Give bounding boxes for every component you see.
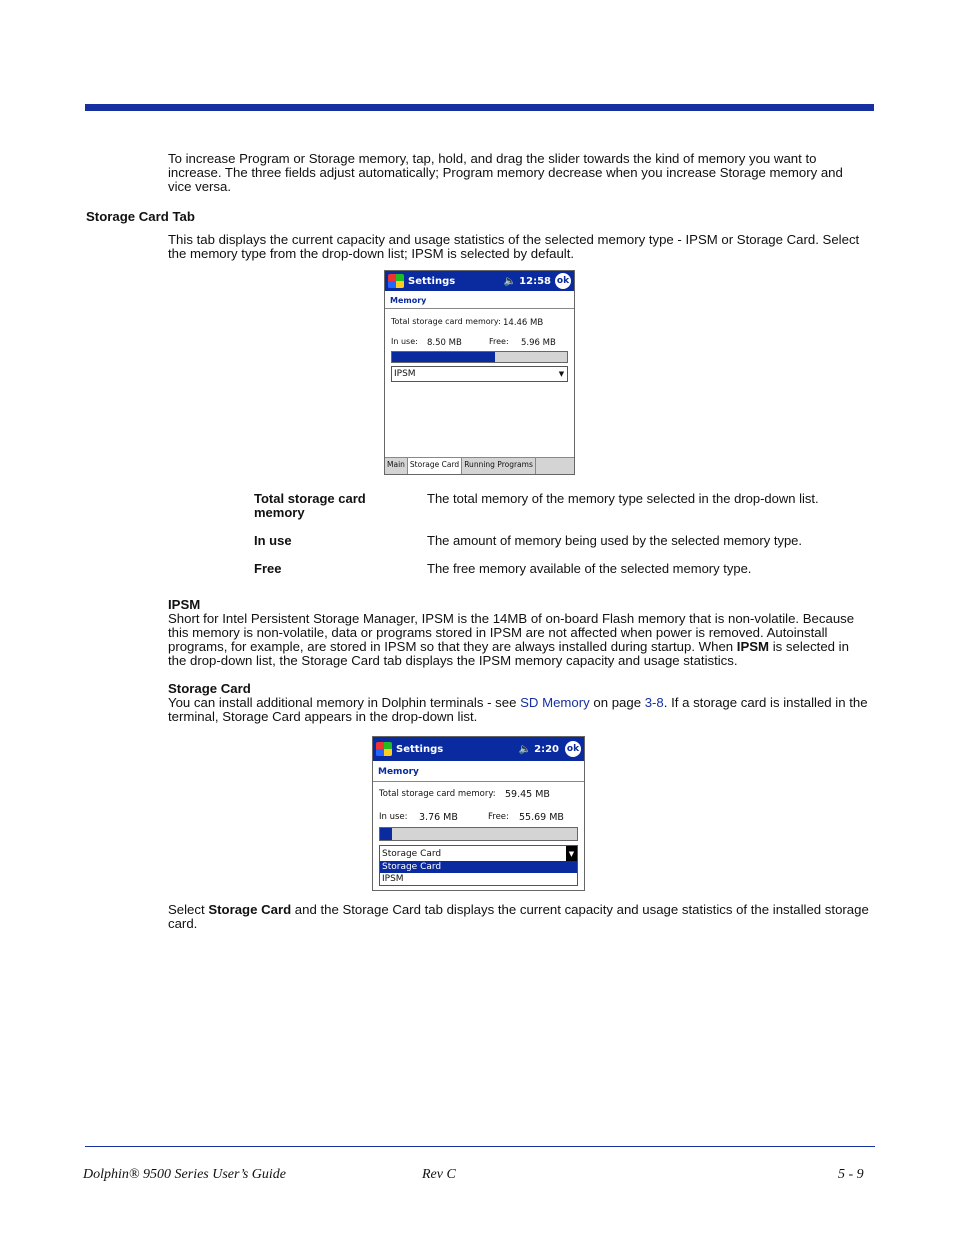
clock: 12:58 [519, 275, 551, 287]
in-use-label: In use: [391, 337, 418, 346]
page-link[interactable]: 3-8 [644, 695, 664, 710]
start-menu-icon[interactable] [376, 742, 392, 756]
memory-type-dropdown[interactable] [391, 366, 568, 382]
page-number: 5 - 9 [838, 1167, 864, 1182]
dropdown-value: IPSM [394, 369, 416, 379]
in-use-value: 8.50 MB [427, 338, 462, 348]
def-term-total: Total storage card memory [254, 491, 366, 520]
ipsm-text-2: is selected in the drop-down list, the Storage Card tab displays the IPSM memory capacity and usage statistics. [168, 639, 849, 668]
usage-bar [379, 827, 578, 841]
ipsm-text-1: Short for Intel Persistent Storage Manager, IPSM is the 14MB of on-board Flash memory that is non-volatile. Because this memory is non-volatile, data or programs stored in IPSM are not affected when power is removed. Autoinstall programs, for example, are stored in IPSM so that they are always installed during startup. When [168, 611, 855, 654]
def-desc-free: The free memory available of the selected memory type. [427, 561, 752, 576]
section-heading: Storage Card Tab [86, 209, 195, 224]
header-rule [85, 104, 874, 111]
title-text: Settings [396, 743, 444, 755]
dropdown-list [379, 861, 578, 886]
chevron-down-icon: ▼ [558, 370, 565, 378]
sc-text-2: on page [589, 695, 645, 710]
usage-bar-fill [380, 828, 392, 840]
ok-button[interactable]: ok [565, 741, 581, 757]
tab-bar [385, 457, 574, 474]
speaker-icon[interactable]: 🔈 [518, 743, 532, 755]
def-desc-total: The total memory of the memory type selected in the drop-down list. [427, 491, 819, 506]
closing-paragraph [168, 903, 870, 931]
title-text: Settings [408, 275, 456, 287]
total-value: 59.45 MB [505, 789, 550, 800]
storage-card-paragraph [168, 696, 870, 724]
def-desc-in-use: The amount of memory being used by the selected memory type. [427, 533, 803, 548]
ipsm-bold: IPSM [736, 639, 770, 654]
title-bar [373, 737, 584, 761]
memory-header: Memory [373, 761, 584, 782]
dropdown-option-storage-card[interactable]: Storage Card [380, 861, 577, 873]
memory-header: Memory [385, 291, 574, 309]
footer-rule [85, 1146, 875, 1147]
free-value: 55.69 MB [519, 812, 564, 823]
def-term-in-use: In use [254, 533, 292, 548]
free-value: 5.96 MB [521, 338, 556, 348]
speaker-icon[interactable]: 🔈 [503, 275, 517, 287]
free-label: Free: [489, 337, 509, 346]
total-label: Total storage card memory: [379, 789, 496, 799]
intro-paragraph: To increase Program or Storage memory, tap, hold, and drag the slider towards the kind of memory you want to increase. The three fields adjust automatically; Program memory decrease when you increase Storage memory and vice versa. [168, 151, 843, 194]
memory-type-dropdown[interactable] [379, 845, 578, 862]
sc-text-3: . If a storage card is installed in the terminal, Storage Card appears in the drop-down list. [168, 695, 868, 724]
free-label: Free: [488, 812, 509, 822]
storage-card-heading: Storage Card [168, 681, 251, 696]
closing-bold: Storage Card [208, 902, 292, 917]
closing-text-1: Select [168, 902, 209, 917]
sd-memory-link[interactable]: SD Memory [520, 695, 590, 710]
settings-screenshot-ipsm [384, 270, 575, 475]
def-term-free: Free [254, 561, 282, 576]
ipsm-heading: IPSM [168, 597, 201, 612]
chevron-down-icon: ▼ [566, 846, 577, 861]
total-label: Total storage card memory: [391, 317, 501, 326]
tab-storage-card[interactable]: Storage Card [408, 458, 462, 474]
dropdown-option-ipsm[interactable]: IPSM [382, 874, 404, 884]
closing-text-2: and the Storage Card tab displays the current capacity and usage statistics of the installed storage card. [168, 902, 869, 931]
sc-text-1: You can install additional memory in Dolphin terminals - see [168, 695, 521, 710]
title-bar [385, 271, 574, 291]
clock: 2:20 [534, 743, 559, 755]
in-use-value: 3.76 MB [419, 812, 458, 823]
footer-title: Dolphin® 9500 Series User’s Guide [83, 1167, 286, 1182]
tab-running-programs[interactable]: Running Programs [462, 458, 536, 474]
section-paragraph: This tab displays the current capacity and usage statistics of the selected memory type - IPSM or Storage Card. Select the memory type from the drop-down list; IPSM is selected by default. [168, 232, 860, 261]
footer-revision: Rev C [422, 1167, 456, 1182]
usage-bar [391, 351, 568, 363]
dropdown-value: Storage Card [382, 848, 442, 859]
usage-bar-fill [392, 352, 495, 362]
start-menu-icon[interactable] [388, 274, 404, 288]
tab-main[interactable]: Main [385, 458, 408, 474]
in-use-label: In use: [379, 812, 408, 822]
ipsm-paragraph [168, 612, 870, 668]
ok-button[interactable]: ok [555, 273, 571, 289]
settings-screenshot-storage-card [372, 736, 585, 891]
total-value: 14.46 MB [503, 318, 544, 328]
